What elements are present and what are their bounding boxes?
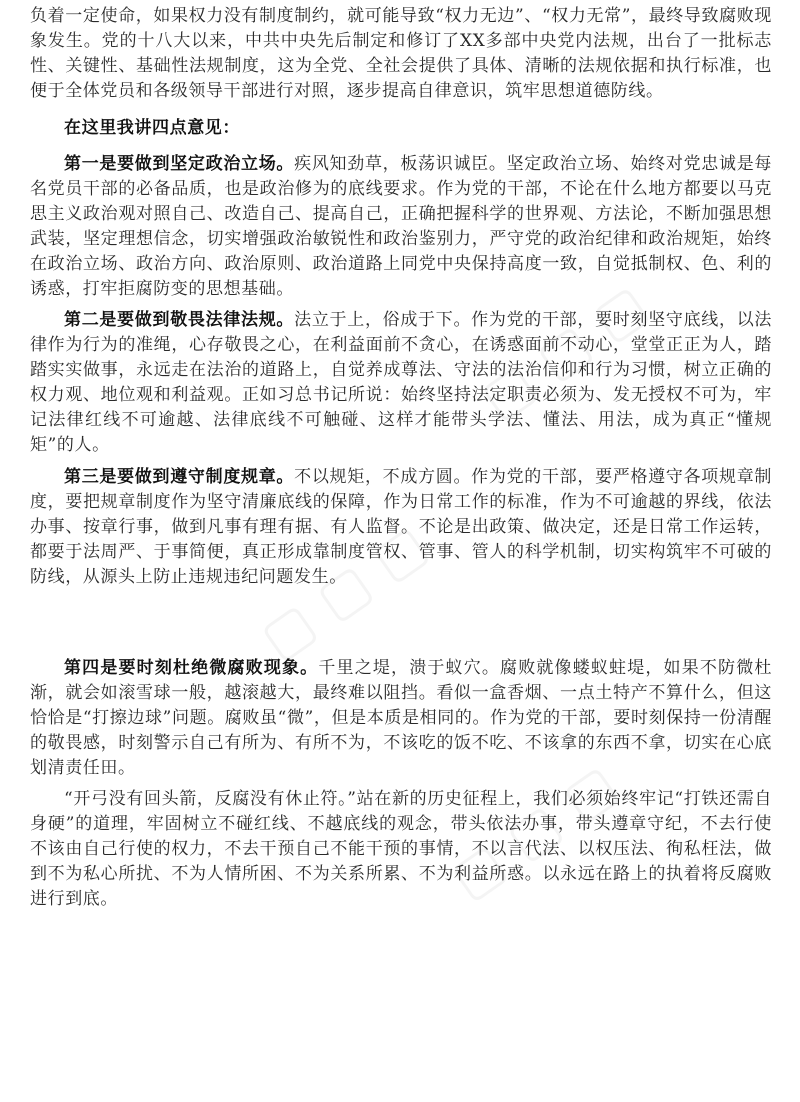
point-three-lead: 第三是要做到遵守制度规章。 <box>64 467 295 487</box>
point-one-text: 疾风知劲草，板荡识诚臣。坚定政治立场、始终对党忠诚是每名党员干部的必备品质，也是政治修为的底线要求。作为党的干部，不论在什么地方都要以马克思主义政治观对照自己、改造自己、提高自己，正确把握科学的世界观、方法论，不断加强思想武装，坚定理想信念，切实增强政治敏锐性和政治鉴别力，严守党的政治纪律和政治规矩，始终在政治立场、政治方向、政治原则、政治道路上同党中央保持高度一致，自觉抵制权、色、利的诱惑，打牢拒腐防变的思想基础。 <box>30 154 772 299</box>
point-one-paragraph <box>30 152 772 302</box>
point-one-lead: 第一是要做到坚定政治立场。 <box>64 154 295 174</box>
section-heading: 在这里我讲四点意见： <box>64 118 240 138</box>
conclusion-text: “开弓没有回头箭，反腐没有休止符。”站在新的历史征程上，我们必须始终牢记“打铁还需自身硬”的道理，牢固树立不碰红线、不越底线的观念，带头依法办事，带头遵章守纪，不去行使不该由自己行使的权力，不去干预自己不能干预的事情，不以言代法、以权压法、徇私枉法，做到不为私心所扰、不为人情所困、不为关系所累、不为利益所惑。以永远在路上的执着将反腐败进行到底。 <box>30 789 772 909</box>
point-four-paragraph <box>30 656 772 781</box>
point-two-lead: 第二是要做到敬畏法律法规。 <box>64 310 295 330</box>
point-three-paragraph <box>30 465 772 590</box>
point-three-text: 不以规矩，不成方圆。作为党的干部，要严格遵守各项规章制度，要把规章制度作为坚守清廉底线的保障，作为日常工作的标准，作为不可逾越的界线，依法办事、按章行事，做到凡事有理有据、有人监督。不论是出政策、做决定，还是日常工作运转，都要于法周严、于事简便，真正形成靠制度管权、管事、管人的科学机制，切实构筑牢不可破的防线，从源头上防止违规违纪问题发生。 <box>30 467 772 587</box>
intro-text: 负着一定使命，如果权力没有制度制约，就可能导致“权力无边”、“权力无常”，最终导致腐败现象发生。党的十八大以来，中共中央先后制定和修订了XX多部中央党内法规，出台了一批标志性、关键性、基础性法规制度，这为全党、全社会提供了具体、清晰的法规依据和执行标准，也便于全体党员和各级领导干部进行对照，逐步提高自律意识，筑牢思想道德防线。 <box>30 6 772 101</box>
point-four-text: 千里之堤，溃于蚁穴。腐败就像蝼蚁蛀堤，如果不防微杜渐，就会如滚雪球一般，越滚越大，最终难以阻挡。看似一盒香烟、一点土特产不算什么，但这恰恰是“打擦边球”问题。腐败虽“微”，但是本质是相同的。作为党的干部，要时刻保持一份清醒的敬畏感，时刻警示自己有所为、有所不为，不该吃的饭不吃、不该拿的东西不拿，切实在心底划清责任田。 <box>30 658 772 778</box>
point-two-paragraph <box>30 308 772 458</box>
point-four-lead: 第四是要时刻杜绝微腐败现象。 <box>64 658 319 678</box>
intro-paragraph <box>30 4 772 104</box>
point-two-text: 法立于上，俗成于下。作为党的干部，要时刻坚守底线，以法律作为行为的准绳，心存敬畏之心，在利益面前不贪心，在诱惑面前不动心，堂堂正正为人，踏踏实实做事，永远走在法治的道路上，自觉养成尊法、守法的法治信仰和行为习惯，树立正确的权力观、地位观和利益观。正如习总书记所说：始终坚持法定职责必须为、发无授权不可为，牢记法律红线不可逾越、法律底线不可触碰、这样才能带头学法、懂法、用法，成为真正“懂规矩”的人。 <box>30 310 772 455</box>
conclusion-paragraph <box>30 787 772 912</box>
